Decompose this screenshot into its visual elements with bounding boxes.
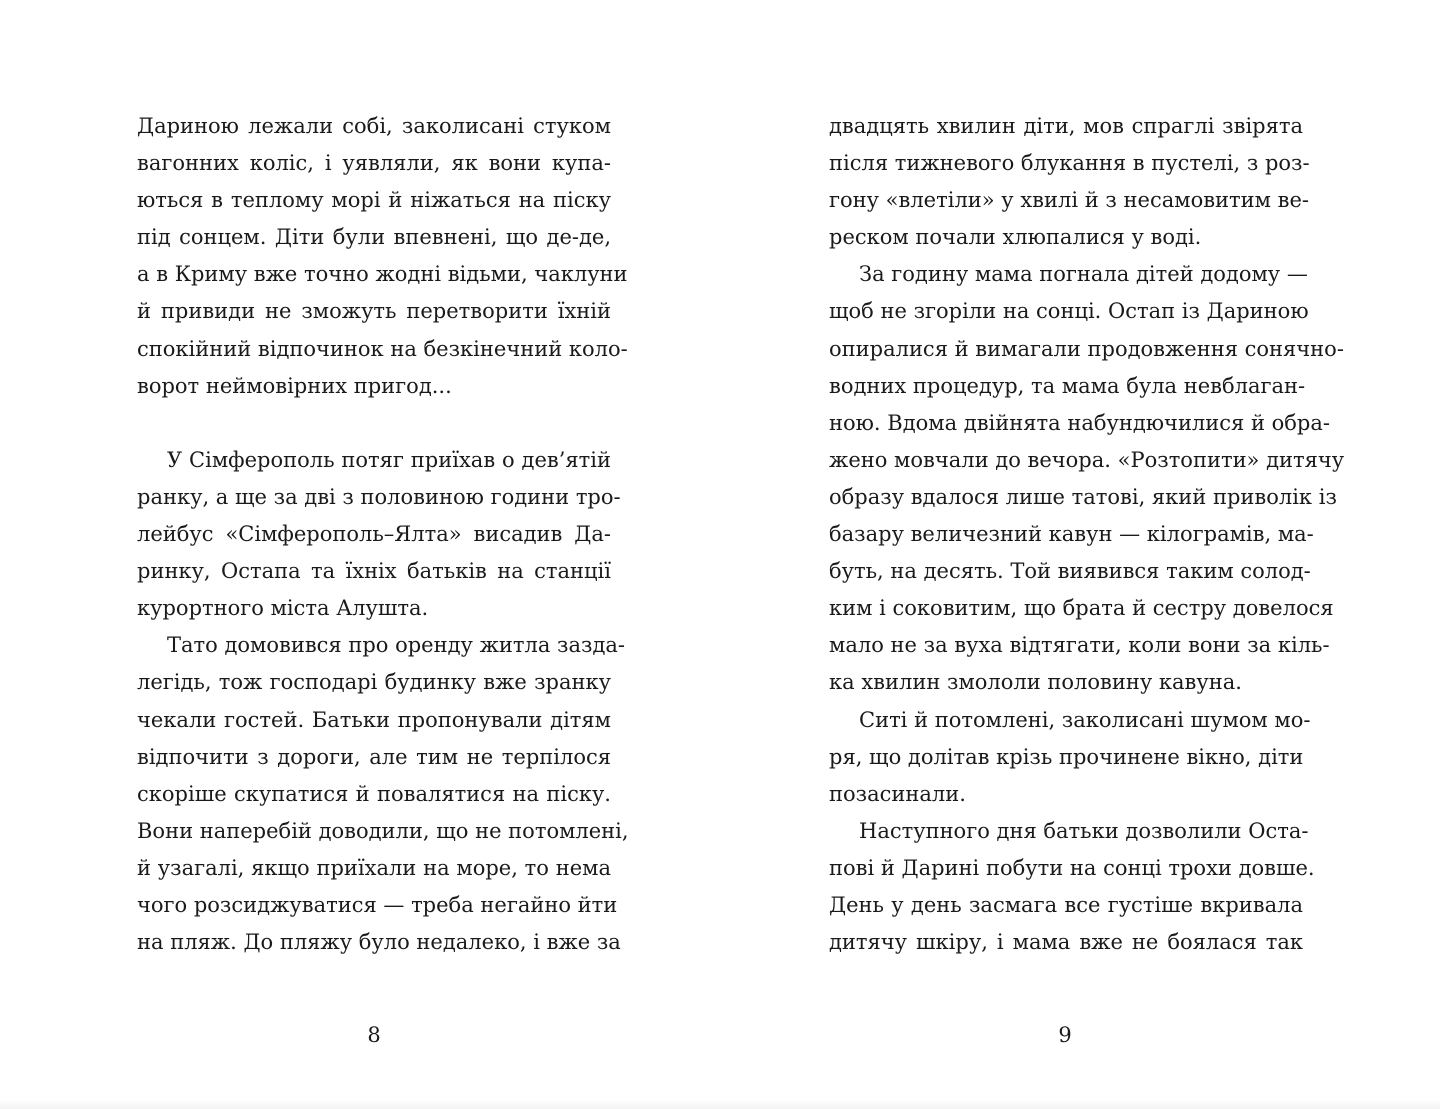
text-line: У Сімферополь потяг приїхав о дев’ятій [167,447,611,472]
text-line: ною. Вдома двійнята набундючилися й обра- [829,410,1330,435]
text-line: й узагалі, якщо приїхали на море, то нема [137,855,611,880]
text-line: двадцять хвилин діти, мов спраглі звірята [829,114,1303,138]
text-line: гону «влетіли» у хвилі й з несамовитим ве- [829,188,1310,213]
text-line: ринку, Остапа та їхніх батьків на станції [137,559,611,584]
text-line: ються в теплому морі й ніжаться на піску [137,188,611,213]
bottom-edge-shadow [0,1099,1440,1109]
text-line: мало не за вуха відтягати, коли вони за кіль- [829,633,1330,658]
text-line: жено мовчали до вечора. «Розтопити» дитячу [829,447,1345,472]
text-line: чекали гостей. Батьки пропонували дітям [137,707,611,732]
text-line: ким і соковитим, що брата й сестру довелося [829,596,1334,621]
text-line: Тато домовився про оренду житла зазда- [167,633,626,658]
text-line: Наступного дня батьки дозволили Оста- [859,818,1309,843]
text-line: базару величезний кавун — кілограмів, ма- [829,522,1314,547]
left-page-text [137,108,629,961]
text-line: ворот неймовірних пригод... [137,373,452,398]
text-line: чого розсиджуватися — треба негайно йти [137,892,618,917]
text-line: образу вдалося лише татові, який приволік із [829,484,1337,509]
text-line: скоріше скупатися й повалятися на піску. [137,781,611,806]
text-line: ранку, а ще за дві з половиною години тро- [137,484,621,509]
text-line: на пляж. До пляжу було недалеко, і вже за [137,930,621,955]
text-line: лейбус «Сімферополь–Ялта» висадив Да- [137,522,611,547]
text-line: а в Криму вже точно жодні відьми, чаклуни [137,262,628,287]
text-line: Дариною лежали собі, заколисані стуком [137,114,611,138]
text-line: реском почали хлюпалися у воді. [829,225,1202,250]
blank-line [137,405,611,442]
text-line: Ситі й потомлені, заколисані шумом мо- [859,707,1311,732]
page-number-left: 8 [367,1023,381,1047]
text-line: й привиди не зможуть перетворити їхній [137,299,611,324]
text-line: За годину мама погнала дітей додому — [859,262,1308,287]
text-line: вагонних коліс, і уявляли, як вони купа- [137,151,611,176]
text-line: День у день засмага все густіше вкривала [829,892,1303,917]
text-line: ка хвилин змололи половину кавуна. [829,670,1242,695]
text-line: ря, що долітав крізь прочинене вікно, діти [829,744,1304,769]
text-line: під сонцем. Діти були впевнені, що де-де, [137,225,611,250]
text-line: спокійний відпочинок на безкінечний коло- [137,336,628,361]
text-line: курортного міста Алушта. [137,596,429,621]
text-line: пові й Дарині побути на сонці трохи довше. [829,855,1315,880]
page-number-right: 9 [1058,1023,1072,1047]
text-line: опиралися й вимагали продовження сонячно- [829,336,1344,361]
text-line: позасинали. [829,781,966,806]
text-line: Вони наперебій доводили, що не потомлені, [137,818,629,843]
text-line: після тижневого блукання в пустелі, з роз- [829,151,1310,176]
right-page-text [829,108,1345,961]
text-line: дитячу шкіру, і мама вже не боялася так [829,930,1303,955]
text-line: легідь, тож господарі будинку вже зранку [137,670,611,695]
text-line: буть, на десять. Той виявився таким солод- [829,559,1311,584]
text-line: відпочити з дороги, але тим не терпілося [137,744,611,769]
text-line: щоб не згоріли на сонці. Остап із Дариною [829,299,1309,324]
text-line: водних процедур, та мама була невблаган- [829,373,1306,398]
